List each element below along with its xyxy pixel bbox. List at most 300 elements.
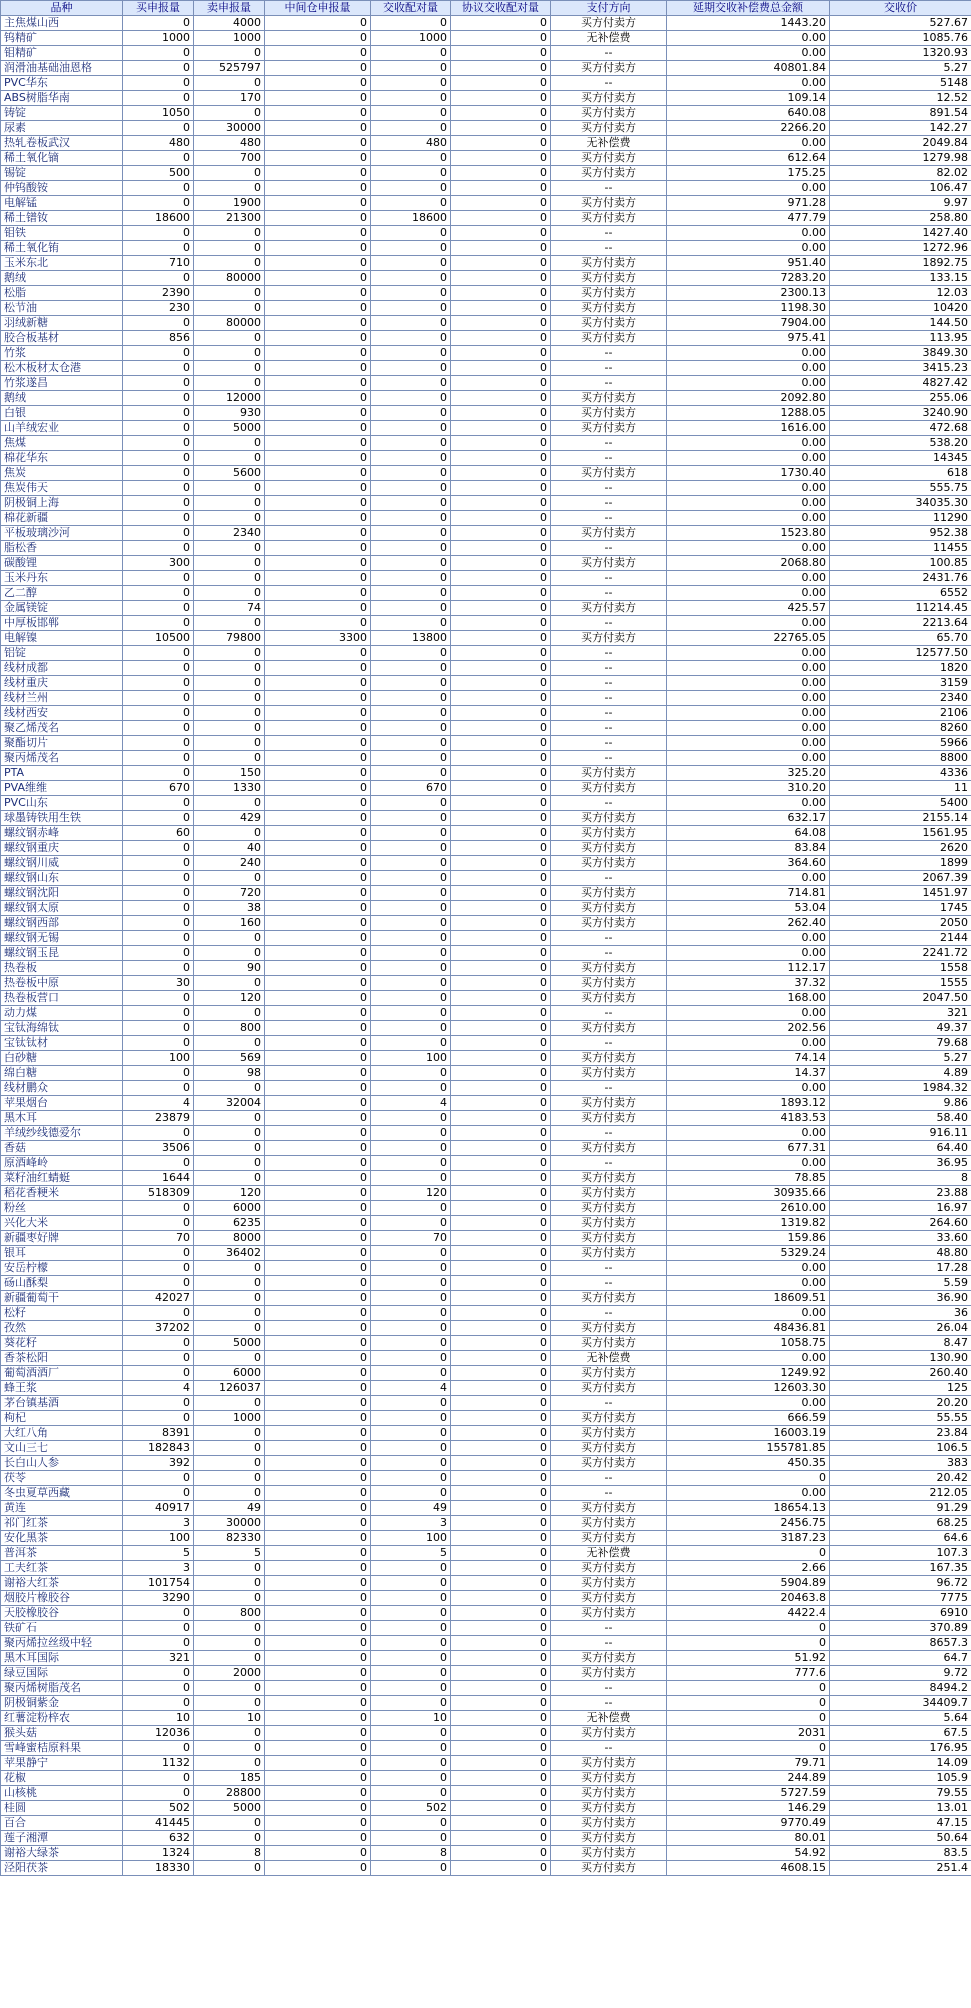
payment-direction-cell: -- [551,1621,667,1636]
compensation-cell: 175.25 [667,166,830,181]
sell-declared-cell: 0 [194,1561,265,1576]
payment-direction-cell: 买方付卖方 [551,1186,667,1201]
sell-declared-cell: 0 [194,931,265,946]
matched-volume-cell: 0 [371,1411,451,1426]
payment-direction-cell: 买方付卖方 [551,406,667,421]
sell-declared-cell: 0 [194,706,265,721]
compensation-cell: 0.00 [667,721,830,736]
buy-declared-cell: 0 [123,691,194,706]
matched-volume-cell: 0 [371,556,451,571]
buy-declared-cell: 0 [123,1021,194,1036]
sell-declared-cell: 0 [194,166,265,181]
agreement-matched-cell: 0 [451,331,551,346]
delivery-price-cell: 891.54 [830,106,971,121]
table-row [1,256,971,271]
buy-declared-cell: 0 [123,1366,194,1381]
buy-declared-cell: 0 [123,871,194,886]
agreement-matched-cell: 0 [451,31,551,46]
compensation-cell: 0.00 [667,1036,830,1051]
sell-declared-cell: 0 [194,76,265,91]
matched-volume-cell: 0 [371,331,451,346]
variety-cell: 主焦煤山西 [1,16,123,31]
delivery-price-cell: 47.15 [830,1816,971,1831]
variety-cell: 莲子湘潭 [1,1831,123,1846]
agreement-matched-cell: 0 [451,271,551,286]
buy-declared-cell: 300 [123,556,194,571]
payment-direction-cell: 买方付卖方 [551,1651,667,1666]
compensation-cell: 64.08 [667,826,830,841]
compensation-cell: 0.00 [667,76,830,91]
buy-declared-cell: 0 [123,841,194,856]
variety-cell: PVC华东 [1,76,123,91]
variety-cell: 焦炭伟天 [1,481,123,496]
sell-declared-cell: 0 [194,346,265,361]
compensation-cell: 37.32 [667,976,830,991]
delivery-price-cell: 255.06 [830,391,971,406]
middle-warehouse-cell: 0 [265,301,371,316]
delivery-price-cell: 34035.30 [830,496,971,511]
sell-declared-cell: 0 [194,436,265,451]
variety-cell: 脂松香 [1,541,123,556]
middle-warehouse-cell: 0 [265,931,371,946]
payment-direction-cell: -- [551,931,667,946]
sell-declared-cell: 0 [194,1756,265,1771]
variety-cell: 葡萄酒酒厂 [1,1366,123,1381]
matched-volume-cell: 0 [371,1021,451,1036]
matched-volume-cell: 0 [371,541,451,556]
sell-declared-cell: 0 [194,1351,265,1366]
delivery-price-cell: 1085.76 [830,31,971,46]
compensation-cell: 80.01 [667,1831,830,1846]
delivery-price-cell: 321 [830,1006,971,1021]
matched-volume-cell: 0 [371,1366,451,1381]
buy-declared-cell: 0 [123,436,194,451]
agreement-matched-cell: 0 [451,256,551,271]
middle-warehouse-cell: 0 [265,916,371,931]
matched-volume-cell: 0 [371,1156,451,1171]
sell-declared-cell: 120 [194,991,265,1006]
table-row [1,1441,971,1456]
payment-direction-cell: -- [551,376,667,391]
table-row [1,1741,971,1756]
agreement-matched-cell: 0 [451,1831,551,1846]
agreement-matched-cell: 0 [451,1261,551,1276]
agreement-matched-cell: 0 [451,361,551,376]
table-row [1,1306,971,1321]
middle-warehouse-cell: 0 [265,1711,371,1726]
delivery-price-cell: 133.15 [830,271,971,286]
delivery-price-cell: 5.27 [830,61,971,76]
compensation-cell: 14.37 [667,1066,830,1081]
variety-cell: 动力煤 [1,1006,123,1021]
delivery-price-cell: 8 [830,1171,971,1186]
table-row [1,1201,971,1216]
matched-volume-cell: 18600 [371,211,451,226]
compensation-cell: 9770.49 [667,1816,830,1831]
payment-direction-cell: 买方付卖方 [551,391,667,406]
delivery-price-cell: 1320.93 [830,46,971,61]
compensation-cell: 0.00 [667,946,830,961]
buy-declared-cell: 0 [123,1081,194,1096]
agreement-matched-cell: 0 [451,1606,551,1621]
delivery-price-cell: 113.95 [830,331,971,346]
sell-declared-cell: 5000 [194,1336,265,1351]
compensation-cell: 951.40 [667,256,830,271]
sell-declared-cell: 1330 [194,781,265,796]
sell-declared-cell: 74 [194,601,265,616]
buy-declared-cell: 0 [123,1351,194,1366]
delivery-price-cell: 258.80 [830,211,971,226]
sell-declared-cell: 0 [194,1831,265,1846]
delivery-price-cell: 260.40 [830,1366,971,1381]
middle-warehouse-cell: 0 [265,1441,371,1456]
variety-cell: 线材成都 [1,661,123,676]
compensation-cell: 1443.20 [667,16,830,31]
table-row [1,226,971,241]
compensation-cell: 0.00 [667,511,830,526]
table-row [1,1246,971,1261]
buy-declared-cell: 0 [123,586,194,601]
buy-declared-cell: 0 [123,736,194,751]
payment-direction-cell: -- [551,946,667,961]
compensation-cell: 54.92 [667,1846,830,1861]
table-row [1,331,971,346]
compensation-cell: 0.00 [667,646,830,661]
buy-declared-cell: 0 [123,856,194,871]
agreement-matched-cell: 0 [451,1246,551,1261]
middle-warehouse-cell: 0 [265,436,371,451]
sell-declared-cell: 0 [194,796,265,811]
compensation-cell: 0.00 [667,361,830,376]
variety-cell: 冬虫夏草西藏 [1,1486,123,1501]
delivery-price-cell: 34409.7 [830,1696,971,1711]
compensation-cell: 2068.80 [667,556,830,571]
buy-declared-cell: 0 [123,1126,194,1141]
buy-declared-cell: 0 [123,1216,194,1231]
compensation-cell: 1730.40 [667,466,830,481]
table-row [1,841,971,856]
delivery-price-cell: 96.72 [830,1576,971,1591]
payment-direction-cell: 买方付卖方 [551,16,667,31]
table-row [1,721,971,736]
agreement-matched-cell: 0 [451,1336,551,1351]
buy-declared-cell: 12036 [123,1726,194,1741]
agreement-matched-cell: 0 [451,301,551,316]
delivery-price-cell: 251.4 [830,1861,971,1876]
table-row [1,1216,971,1231]
sell-declared-cell: 0 [194,1426,265,1441]
payment-direction-cell: 买方付卖方 [551,1021,667,1036]
sell-declared-cell: 0 [194,301,265,316]
middle-warehouse-cell: 0 [265,1396,371,1411]
buy-declared-cell: 3290 [123,1591,194,1606]
agreement-matched-cell: 0 [451,796,551,811]
table-row [1,1036,971,1051]
buy-declared-cell: 0 [123,511,194,526]
matched-volume-cell: 0 [371,1771,451,1786]
table-row [1,1426,971,1441]
middle-warehouse-cell: 0 [265,1306,371,1321]
sell-declared-cell: 80000 [194,271,265,286]
delivery-price-cell: 3159 [830,676,971,691]
table-row [1,151,971,166]
compensation-cell: 112.17 [667,961,830,976]
compensation-cell: 40801.84 [667,61,830,76]
table-row [1,1456,971,1471]
delivery-price-cell: 16.97 [830,1201,971,1216]
matched-volume-cell: 0 [371,106,451,121]
buy-declared-cell: 1000 [123,31,194,46]
table-row [1,781,971,796]
table-row [1,1771,971,1786]
buy-declared-cell: 0 [123,1741,194,1756]
compensation-cell: 0.00 [667,796,830,811]
payment-direction-cell: 买方付卖方 [551,1321,667,1336]
variety-cell: 螺纹钢川威 [1,856,123,871]
compensation-cell: 53.04 [667,901,830,916]
compensation-cell: 2610.00 [667,1201,830,1216]
buy-declared-cell: 0 [123,901,194,916]
compensation-cell: 0.00 [667,1351,830,1366]
middle-warehouse-cell: 0 [265,121,371,136]
matched-volume-cell: 0 [371,826,451,841]
table-row [1,1381,971,1396]
matched-volume-cell: 0 [371,886,451,901]
compensation-cell: 18609.51 [667,1291,830,1306]
payment-direction-cell: -- [551,436,667,451]
delivery-price-cell: 36.95 [830,1156,971,1171]
buy-declared-cell: 3 [123,1561,194,1576]
middle-warehouse-cell: 0 [265,166,371,181]
compensation-cell: 0 [667,1636,830,1651]
variety-cell: 宝钛海绵钛 [1,1021,123,1036]
middle-warehouse-cell: 0 [265,406,371,421]
buy-declared-cell: 0 [123,646,194,661]
matched-volume-cell: 0 [371,451,451,466]
table-row [1,436,971,451]
variety-cell: 黄连 [1,1501,123,1516]
table-row [1,646,971,661]
matched-volume-cell: 0 [371,1606,451,1621]
matched-volume-cell: 0 [371,1576,451,1591]
payment-direction-cell: -- [551,226,667,241]
variety-cell: 粉丝 [1,1201,123,1216]
agreement-matched-cell: 0 [451,1126,551,1141]
delivery-price-cell: 142.27 [830,121,971,136]
payment-direction-cell: -- [551,511,667,526]
variety-cell: 绵白糖 [1,1066,123,1081]
compensation-cell: 12603.30 [667,1381,830,1396]
variety-cell: 铸锭 [1,106,123,121]
middle-warehouse-cell: 0 [265,1666,371,1681]
matched-volume-cell: 0 [371,1306,451,1321]
delivery-price-cell: 33.60 [830,1231,971,1246]
payment-direction-cell: -- [551,1006,667,1021]
buy-declared-cell: 0 [123,1156,194,1171]
agreement-matched-cell: 0 [451,1486,551,1501]
compensation-cell: 0.00 [667,31,830,46]
compensation-cell: 20463.8 [667,1591,830,1606]
variety-cell: 松节油 [1,301,123,316]
middle-warehouse-cell: 0 [265,901,371,916]
table-row [1,1831,971,1846]
table-row [1,1411,971,1426]
matched-volume-cell: 0 [371,976,451,991]
compensation-cell: 0 [667,1696,830,1711]
middle-warehouse-cell: 0 [265,1846,371,1861]
compensation-cell: 0.00 [667,181,830,196]
variety-cell: 仲钨酸铵 [1,181,123,196]
delivery-price-cell: 11 [830,781,971,796]
payment-direction-cell: 买方付卖方 [551,1066,667,1081]
delivery-price-cell: 64.6 [830,1531,971,1546]
delivery-price-cell: 65.70 [830,631,971,646]
variety-cell: 山羊绒宏业 [1,421,123,436]
delivery-price-cell: 68.25 [830,1516,971,1531]
sell-declared-cell: 0 [194,1816,265,1831]
buy-declared-cell: 502 [123,1801,194,1816]
variety-cell: 孜然 [1,1321,123,1336]
matched-volume-cell: 502 [371,1801,451,1816]
table-row [1,676,971,691]
compensation-cell: 714.81 [667,886,830,901]
delivery-price-cell: 1745 [830,901,971,916]
sell-declared-cell: 21300 [194,211,265,226]
compensation-cell: 0.00 [667,706,830,721]
matched-volume-cell: 0 [371,1651,451,1666]
middle-warehouse-cell: 0 [265,61,371,76]
sell-declared-cell: 0 [194,1591,265,1606]
variety-cell: 宝钛钛材 [1,1036,123,1051]
header-payment-direction: 支付方向 [551,1,667,16]
matched-volume-cell: 1000 [371,31,451,46]
variety-cell: 祁门红茶 [1,1516,123,1531]
variety-cell: 热卷板中原 [1,976,123,991]
matched-volume-cell: 0 [371,361,451,376]
buy-declared-cell: 2390 [123,286,194,301]
agreement-matched-cell: 0 [451,646,551,661]
buy-declared-cell: 0 [123,1411,194,1426]
middle-warehouse-cell: 0 [265,946,371,961]
compensation-cell: 16003.19 [667,1426,830,1441]
variety-cell: 热卷板 [1,961,123,976]
compensation-cell: 0.00 [667,571,830,586]
table-row [1,346,971,361]
variety-cell: 线材重庆 [1,676,123,691]
sell-declared-cell: 126037 [194,1381,265,1396]
delivery-price-cell: 1427.40 [830,226,971,241]
sell-declared-cell: 0 [194,1261,265,1276]
matched-volume-cell: 0 [371,166,451,181]
middle-warehouse-cell: 0 [265,1081,371,1096]
buy-declared-cell: 0 [123,706,194,721]
matched-volume-cell: 0 [371,1336,451,1351]
payment-direction-cell: -- [551,736,667,751]
payment-direction-cell: 买方付卖方 [551,301,667,316]
payment-direction-cell: 买方付卖方 [551,1786,667,1801]
middle-warehouse-cell: 0 [265,1771,371,1786]
agreement-matched-cell: 0 [451,1381,551,1396]
middle-warehouse-cell: 0 [265,376,371,391]
payment-direction-cell: -- [551,1486,667,1501]
agreement-matched-cell: 0 [451,136,551,151]
sell-declared-cell: 32004 [194,1096,265,1111]
buy-declared-cell: 0 [123,661,194,676]
variety-cell: 稀土氧化铕 [1,241,123,256]
payment-direction-cell: 买方付卖方 [551,1201,667,1216]
table-row [1,496,971,511]
matched-volume-cell: 0 [371,991,451,1006]
buy-declared-cell: 10 [123,1711,194,1726]
buy-declared-cell: 856 [123,331,194,346]
compensation-cell: 244.89 [667,1771,830,1786]
agreement-matched-cell: 0 [451,1306,551,1321]
delivery-price-cell: 952.38 [830,526,971,541]
buy-declared-cell: 1644 [123,1171,194,1186]
compensation-cell: 2.66 [667,1561,830,1576]
variety-cell: 中厚板邯郸 [1,616,123,631]
delivery-price-cell: 49.37 [830,1021,971,1036]
variety-cell: 球墨铸铁用生铁 [1,811,123,826]
delivery-price-cell: 1272.96 [830,241,971,256]
table-row [1,1096,971,1111]
payment-direction-cell: 买方付卖方 [551,1411,667,1426]
variety-cell: 猴头菇 [1,1726,123,1741]
middle-warehouse-cell: 0 [265,1621,371,1636]
sell-declared-cell: 170 [194,91,265,106]
middle-warehouse-cell: 0 [265,286,371,301]
compensation-cell: 0.00 [667,1276,830,1291]
compensation-cell: 0.00 [667,616,830,631]
table-row [1,166,971,181]
payment-direction-cell: -- [551,1471,667,1486]
payment-direction-cell: -- [551,241,667,256]
middle-warehouse-cell: 0 [265,1036,371,1051]
delivery-price-cell: 1820 [830,661,971,676]
payment-direction-cell: 买方付卖方 [551,991,667,1006]
variety-cell: 绿豆国际 [1,1666,123,1681]
compensation-cell: 666.59 [667,1411,830,1426]
compensation-cell: 0.00 [667,1261,830,1276]
buy-declared-cell: 3506 [123,1141,194,1156]
variety-cell: 黑木耳国际 [1,1651,123,1666]
table-row [1,796,971,811]
delivery-price-cell: 36 [830,1306,971,1321]
table-row [1,1231,971,1246]
middle-warehouse-cell: 0 [265,451,371,466]
agreement-matched-cell: 0 [451,1711,551,1726]
agreement-matched-cell: 0 [451,1141,551,1156]
middle-warehouse-cell: 0 [265,766,371,781]
table-row [1,211,971,226]
sell-declared-cell: 82330 [194,1531,265,1546]
delivery-price-cell: 14.09 [830,1756,971,1771]
matched-volume-cell: 0 [371,16,451,31]
delivery-price-cell: 5.27 [830,1051,971,1066]
buy-declared-cell: 0 [123,676,194,691]
table-row [1,1021,971,1036]
middle-warehouse-cell: 0 [265,481,371,496]
middle-warehouse-cell: 0 [265,1021,371,1036]
compensation-cell: 0.00 [667,1486,830,1501]
compensation-cell: 18654.13 [667,1501,830,1516]
sell-declared-cell: 38 [194,901,265,916]
buy-declared-cell: 60 [123,826,194,841]
agreement-matched-cell: 0 [451,1216,551,1231]
delivery-price-cell: 12577.50 [830,646,971,661]
sell-declared-cell: 0 [194,826,265,841]
variety-cell: 热卷板营口 [1,991,123,1006]
